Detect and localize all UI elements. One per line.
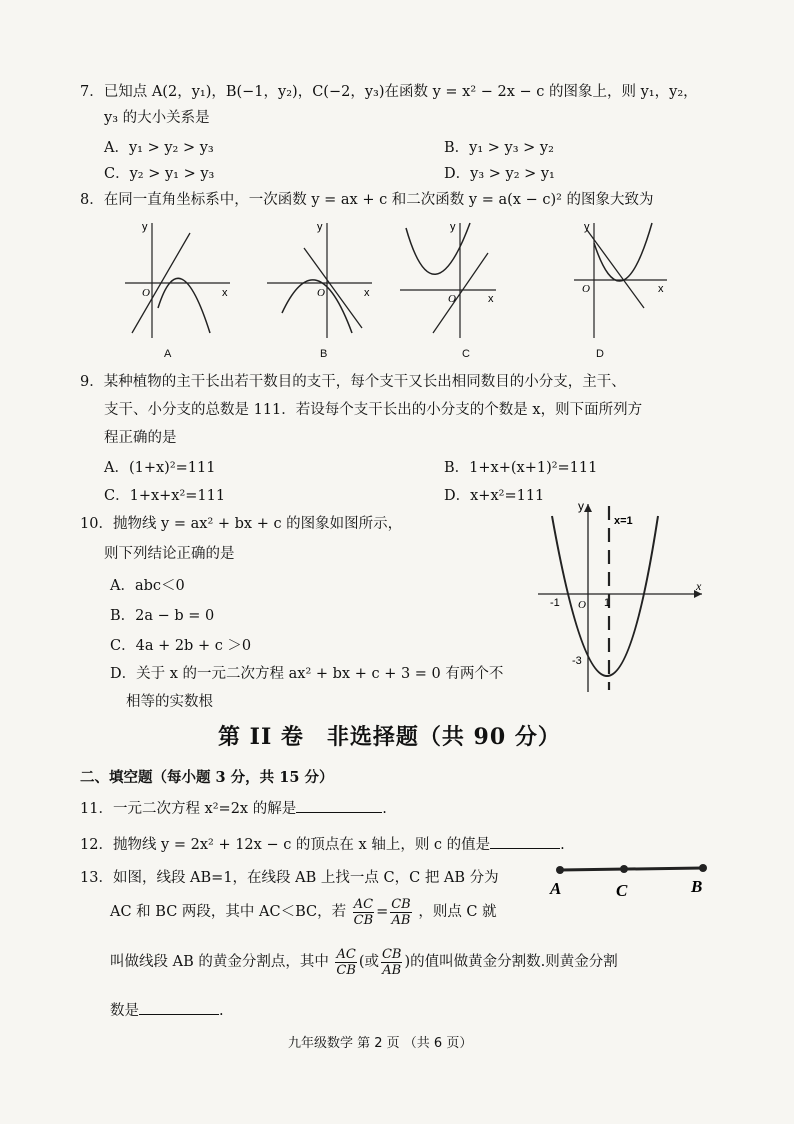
q10-neg3-label: -3 bbox=[572, 655, 582, 667]
section-2-title: 第 II 卷 非选择题（共 90 分） bbox=[218, 724, 561, 750]
q8-line1: 8．在同一直角坐标系中，一次函数 y = ax + c 和二次函数 y = a(x − c)² 的图象大致为 bbox=[80, 192, 654, 208]
q13-frac-ac-cb: $\frac{AC}{CB}$ bbox=[353, 896, 374, 928]
page-footer: 九年级数学 第 2 页 （共 6 页） bbox=[288, 1036, 473, 1051]
q13-end: . bbox=[219, 1003, 224, 1019]
q12-text: 12．抛物线 y = 2x² + 12x − c 的顶点在 x 轴上，则 c 的值是 bbox=[80, 837, 491, 853]
q13-line2a: AC 和 BC 两段，其中 AC＜BC，若 bbox=[110, 904, 347, 920]
q7-option-c: C．y₂ > y₁ > y₃ bbox=[104, 166, 215, 182]
q13-line1: 13．如图，线段 AB=1，在线段 AB 上找一点 C，C 把 AB 分为 bbox=[80, 870, 499, 886]
q7-option-a: A．y₁ > y₂ > y₃ bbox=[104, 140, 214, 156]
q12-answer-blank[interactable] bbox=[490, 834, 560, 849]
q9-option-c: C．1+x+x²=111 bbox=[104, 488, 226, 504]
q9-line2: 支干、小分支的总数是 111．若设每个支干长出的小分支的个数是 x，则下面所列方 bbox=[104, 402, 643, 418]
q10-y-label: y bbox=[578, 499, 584, 513]
q10-option-a: A．abc＜0 bbox=[110, 578, 185, 594]
q11-answer-blank[interactable] bbox=[296, 798, 382, 813]
q8-b-y: y bbox=[317, 221, 323, 233]
q8-c-x: x bbox=[488, 293, 494, 305]
q10-line1: 10．抛物线 y = ax² + bx + c 的图象如图所示， bbox=[80, 516, 403, 532]
q10-option-b: B．2a − b = 0 bbox=[110, 608, 215, 624]
q9-option-d: D．x+x²=111 bbox=[444, 488, 545, 504]
q12-end: . bbox=[560, 837, 565, 853]
q7-option-b: B．y₁ > y₃ > y₂ bbox=[444, 140, 554, 156]
q8-a-y: y bbox=[142, 221, 148, 233]
q8-a-o: O bbox=[142, 287, 150, 299]
q7-line1: 7．已知点 A(2，y₁)，B(−1，y₂)，C(−2，y₃)在函数 y = x² − 2x − c 的图象上，则 y₁，y₂， bbox=[80, 84, 698, 100]
q10-origin-label: O bbox=[578, 599, 586, 611]
q13-frac3-cb-ab: $\frac{CB}{AB}$ bbox=[381, 946, 402, 978]
q13-line3b: (或 bbox=[358, 954, 379, 970]
q11-text: 11．一元二次方程 x²=2x 的解是 bbox=[80, 801, 297, 817]
q13-line4-text: 数是 bbox=[110, 1003, 139, 1019]
q8-d-x: x bbox=[658, 283, 664, 295]
q13-line2: AC 和 BC 两段，其中 AC＜BC，若 $\frac{AC}{CB}$ = $\frac{CB}{AB}$ ，则点 C 就 bbox=[110, 896, 497, 928]
q8-b-x: x bbox=[364, 287, 370, 299]
q8-c-o: O bbox=[448, 293, 456, 305]
q8-d-o: O bbox=[582, 283, 590, 295]
q7-line2: y₃ 的大小关系是 bbox=[104, 110, 210, 126]
q8-label-c: C bbox=[462, 348, 470, 360]
q8-graph-c bbox=[398, 218, 498, 343]
q11 bbox=[80, 798, 387, 819]
q13-line3c: )的值叫做黄金分割数.则黄金分割 bbox=[404, 954, 618, 970]
q8-label-a: A bbox=[164, 348, 172, 360]
q13-line3 bbox=[110, 944, 618, 980]
q10-neg1-label: -1 bbox=[550, 597, 560, 609]
q8-c-y: y bbox=[450, 221, 456, 233]
q9-line3: 程正确的是 bbox=[104, 430, 177, 446]
q8-label-b: B bbox=[320, 348, 328, 360]
q10-parabola-graph bbox=[536, 496, 711, 696]
q13-frac3-ac-cb: $\frac{AC}{CB}$ bbox=[336, 946, 356, 978]
q8-d-y: y bbox=[584, 221, 590, 233]
q11-end: . bbox=[382, 801, 387, 817]
q13-line2b: ，则点 C 就 bbox=[418, 904, 497, 920]
q8-a-x: x bbox=[222, 287, 228, 299]
q10-option-d: D．关于 x 的一元二次方程 ax² + bx + c + 3 = 0 有两个不 bbox=[110, 666, 504, 682]
q13-line3a: 叫做线段 AB 的黄金分割点，其中 bbox=[110, 954, 329, 970]
q7-option-d: D．y₃ > y₂ > y₁ bbox=[444, 166, 555, 182]
q9-line1: 9．某种植物的主干长出若干数目的支干，每个支干又长出相同数目的小分支，主干、 bbox=[80, 374, 626, 390]
q10-line2: 则下列结论正确的是 bbox=[104, 546, 235, 562]
q10-x-label: x bbox=[696, 579, 702, 593]
q8-graph-b bbox=[262, 218, 377, 343]
q12 bbox=[80, 834, 565, 855]
q13-seg-b: B bbox=[691, 877, 703, 896]
q8-graph-a bbox=[120, 218, 235, 343]
q13-seg-c: C bbox=[616, 881, 628, 900]
q13-line4 bbox=[110, 1000, 224, 1021]
q10-option-d-cont: 相等的实数根 bbox=[126, 694, 213, 710]
q10-one-label: 1 bbox=[604, 597, 611, 609]
q9-option-a: A．(1+x)²=111 bbox=[104, 460, 216, 476]
q10-axis-of-symmetry-label: x=1 bbox=[614, 515, 633, 527]
q10-option-c: C．4a + 2b + c ＞0 bbox=[110, 638, 252, 654]
q13-frac-cb-ab: $\frac{CB}{AB}$ bbox=[391, 896, 411, 928]
q8-graph-d bbox=[572, 218, 672, 343]
q13-answer-blank[interactable] bbox=[139, 1000, 219, 1015]
q8-label-d: D bbox=[596, 348, 604, 360]
q9-option-b: B．1+x+(x+1)²=111 bbox=[444, 460, 598, 476]
fill-in-header: 二、填空题（每小题 3 分，共 15 分） bbox=[80, 769, 334, 786]
q13-segment-figure bbox=[548, 858, 718, 902]
q8-b-o: O bbox=[317, 287, 325, 299]
q13-seg-a: A bbox=[550, 879, 562, 898]
